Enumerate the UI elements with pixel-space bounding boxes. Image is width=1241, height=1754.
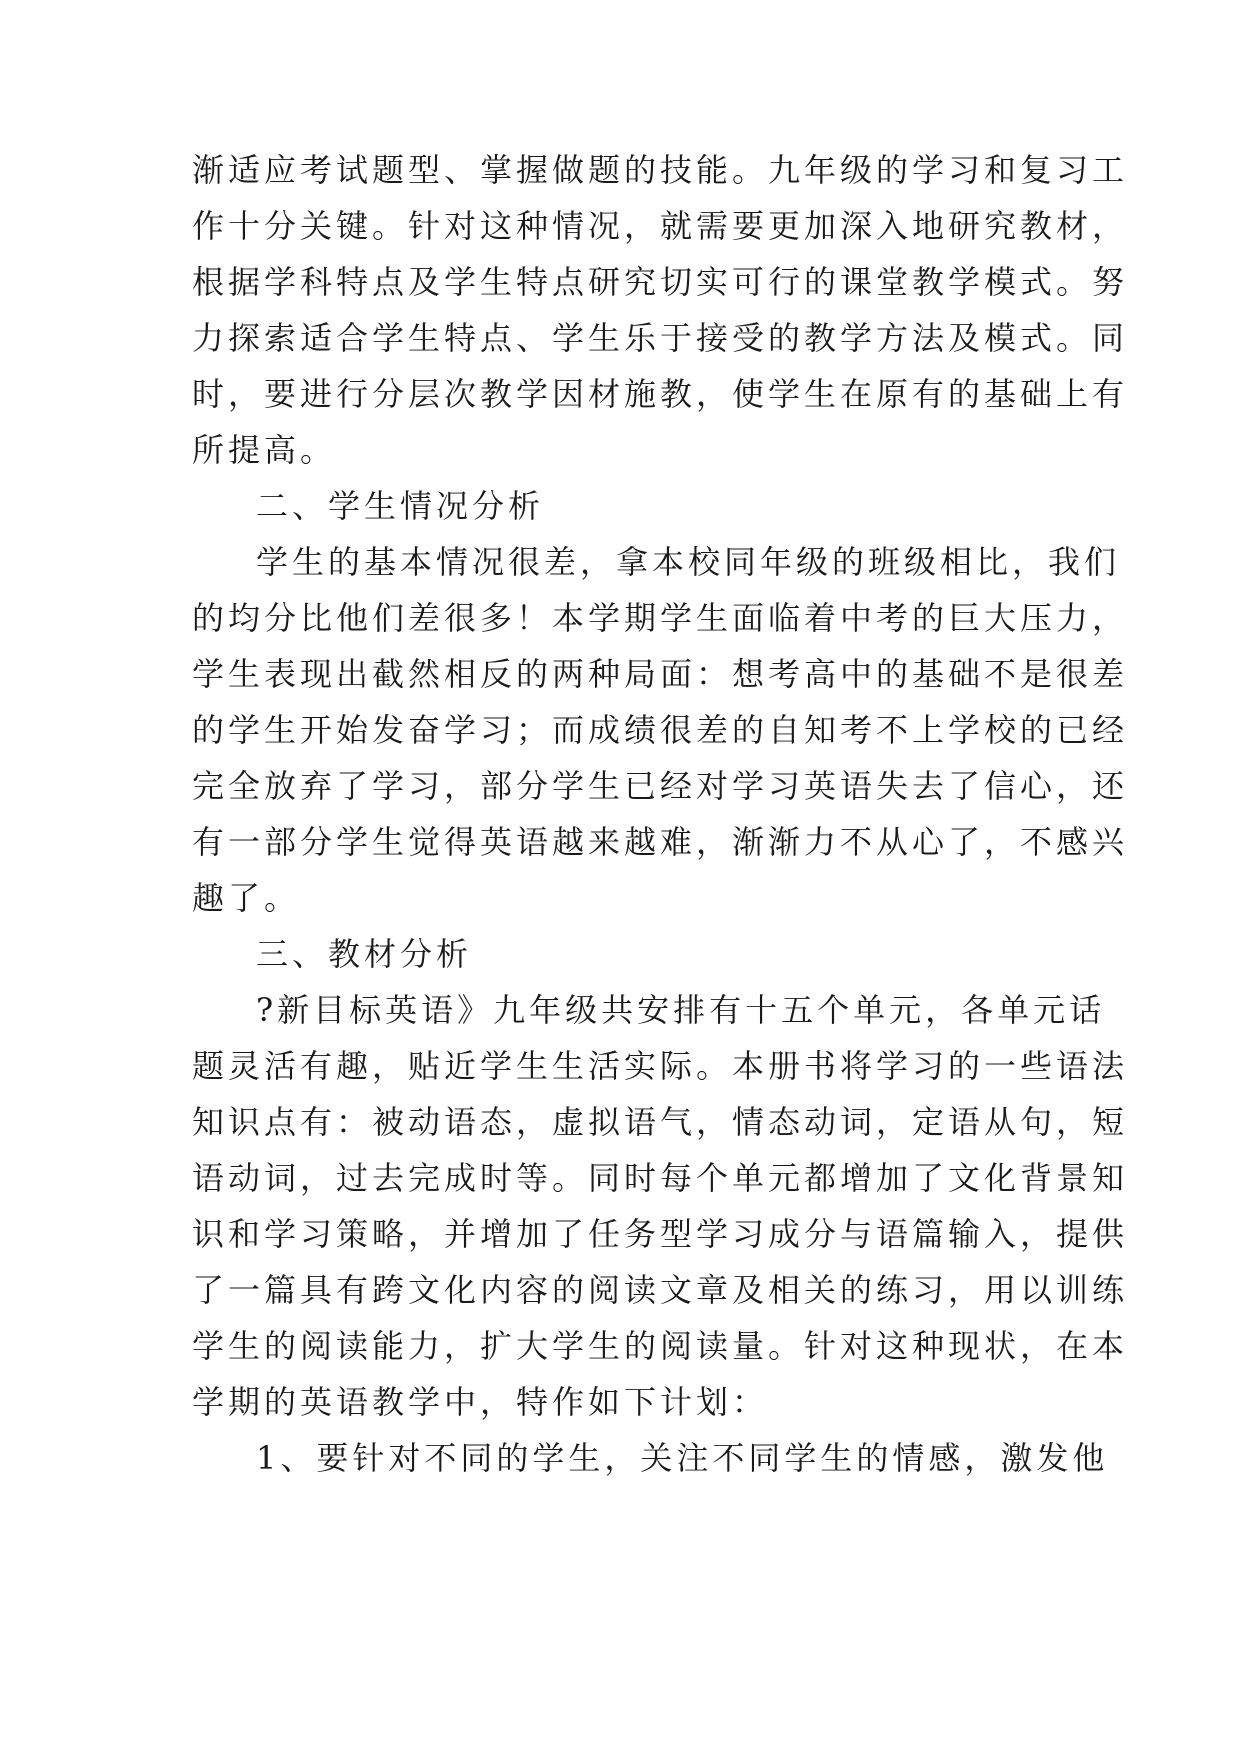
text-line: 完全放弃了学习，部分学生已经对学习英语失去了信心，还 <box>192 767 1129 805</box>
text-line: 学生表现出截然相反的两种局面：想考高中的基础不是很差 <box>192 655 1129 693</box>
section-heading: 二、学生情况分析 <box>256 487 545 525</box>
section-heading: 三、教材分析 <box>256 935 473 973</box>
text-line: 趣了。 <box>192 879 301 917</box>
text-line: 语动词，过去完成时等。同时每个单元都增加了文化背景知 <box>192 1159 1129 1197</box>
text-line: 题灵活有趣，贴近学生生活实际。本册书将学习的一些语法 <box>192 1047 1129 1085</box>
text-line: 时，要进行分层次教学因材施教，使学生在原有的基础上有 <box>192 375 1129 413</box>
text-line: 力探索适合学生特点、学生乐于接受的教学方法及模式。同 <box>192 319 1129 357</box>
text-line: 了一篇具有跨文化内容的阅读文章及相关的练习，用以训练 <box>192 1271 1129 1309</box>
text-line: 所提高。 <box>192 431 337 469</box>
text-line: 学生的阅读能力，扩大学生的阅读量。针对这种现状，在本 <box>192 1327 1129 1365</box>
text-line: 1、要针对不同的学生，关注不同学生的情感，激发他 <box>256 1439 1109 1477</box>
text-line: 学期的英语教学中，特作如下计划： <box>192 1383 769 1421</box>
text-line: 渐适应考试题型、掌握做题的技能。九年级的学习和复习工 <box>192 151 1129 189</box>
text-line: 识和学习策略，并增加了任务型学习成分与语篇输入，提供 <box>192 1215 1129 1253</box>
text-line: 知识点有：被动语态，虚拟语气，情态动词，定语从句，短 <box>192 1103 1129 1141</box>
text-line: 有一部分学生觉得英语越来越难，渐渐力不从心了，不感兴 <box>192 823 1129 861</box>
text-line: 作十分关键。针对这种情况，就需要更加深入地研究教材， <box>192 207 1129 245</box>
text-line: 的学生开始发奋学习；而成绩很差的自知考不上学校的已经 <box>192 711 1129 749</box>
text-line: 的均分比他们差很多！本学期学生面临着中考的巨大压力， <box>192 599 1129 637</box>
text-line: 根据学科特点及学生特点研究切实可行的课堂教学模式。努 <box>192 263 1129 301</box>
text-line: ?新目标英语》九年级共安排有十五个单元，各单元话 <box>256 991 1106 1029</box>
text-line: 学生的基本情况很差，拿本校同年级的班级相比，我们 <box>256 543 1121 581</box>
